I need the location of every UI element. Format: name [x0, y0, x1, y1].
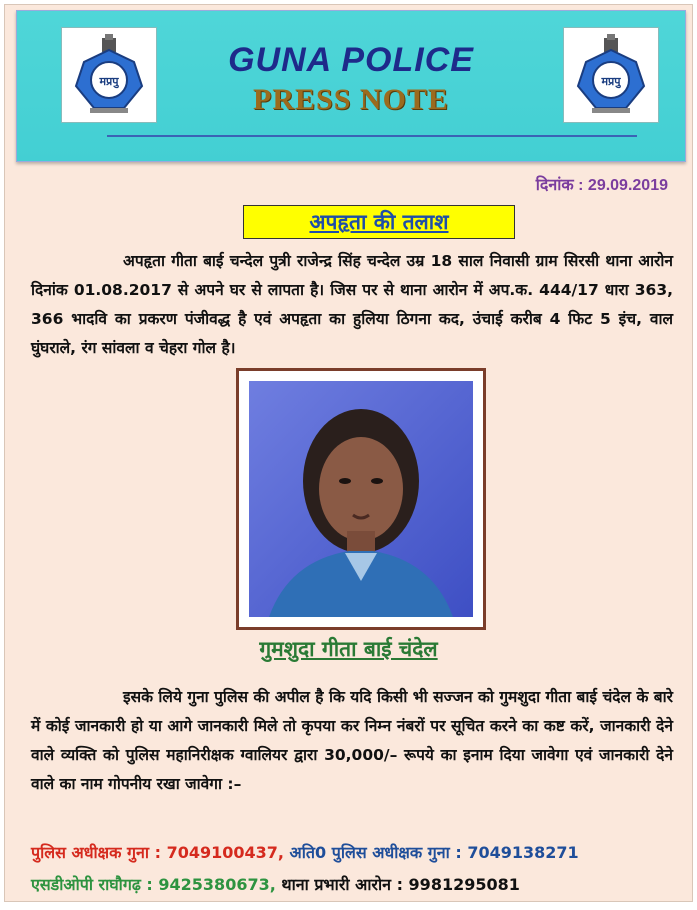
description-paragraph: अपहृता गीता बाई चन्देल पुत्री राजेन्द्र सिंह चन्देल उम्र 18 साल निवासी ग्राम सिरसी थाना आरोन दिनांक 01.08.2017 से अपने घर से लापता है। जिस पर से थाना आरोन में अप.क. 444/17 धारा 363, 366 भादवि का प्रकरण पंजीवद्ध है एवं अपहृता का हुलिया ठिगना कद, उंचाई करीब 4 फिट 5 इंच, वाल घुंघराले, रंग सांवला व चेहरा गोल है। — [31, 252, 673, 357]
contact-line-1 — [31, 841, 579, 863]
header-divider — [107, 135, 637, 137]
press-note-page — [4, 4, 693, 902]
asp-label: अति0 पुलिस अधीक्षक गुना : — [283, 843, 468, 862]
emblem-text: मप्रपु — [99, 75, 119, 88]
date-label: दिनांक : 29.09.2019 — [535, 177, 668, 194]
page-subtitle: PRESS NOTE — [253, 83, 449, 116]
emblem-text: मप्रपु — [601, 75, 621, 88]
sdop-label: एसडीओपी राघौगढ़ : — [31, 875, 159, 894]
asp-phone-number: 7049138271 — [467, 843, 579, 862]
sp-phone-number: 7049100437, — [166, 843, 284, 862]
ti-label: थाना प्रभारी आरोन : — [275, 875, 409, 894]
sp-label: पुलिस अधीक्षक गुना : — [31, 843, 167, 862]
page-title: GUNA POLICE — [228, 41, 474, 79]
appeal-paragraph: इसके लिये गुना पुलिस की अपील है कि यदि किसी भी सज्जन को गुमशुदा गीता बाई चंदेल के बारे में कोई जानकारी हो या आगे जानकारी मिले तो कृपया कर निम्न नंबरों पर सूचित करने का कष्ट करें, जानकारी देने वाले व्यक्ति को पुलिस महानिरीक्षक ग्वालियर द्वारा 30,000/– रूपये का इनाम दिया जावेगा एवं जानकारी देने वाले का नाम गोपनीय रखा जावेगा :– — [31, 688, 673, 793]
portrait-image — [249, 381, 473, 617]
police-emblem-icon — [564, 28, 658, 122]
sdop-phone-number: 9425380673, — [158, 875, 276, 894]
ti-phone-number: 9981295081 — [408, 875, 520, 894]
missing-person-photo — [236, 368, 486, 630]
police-emblem-right — [563, 27, 659, 123]
notice-heading: अपहृता की तलाश — [243, 205, 515, 239]
header-banner — [16, 10, 686, 162]
photo-caption: गुमशुदा गीता बाई चंदेल — [259, 637, 438, 661]
contact-line-2 — [31, 873, 520, 895]
